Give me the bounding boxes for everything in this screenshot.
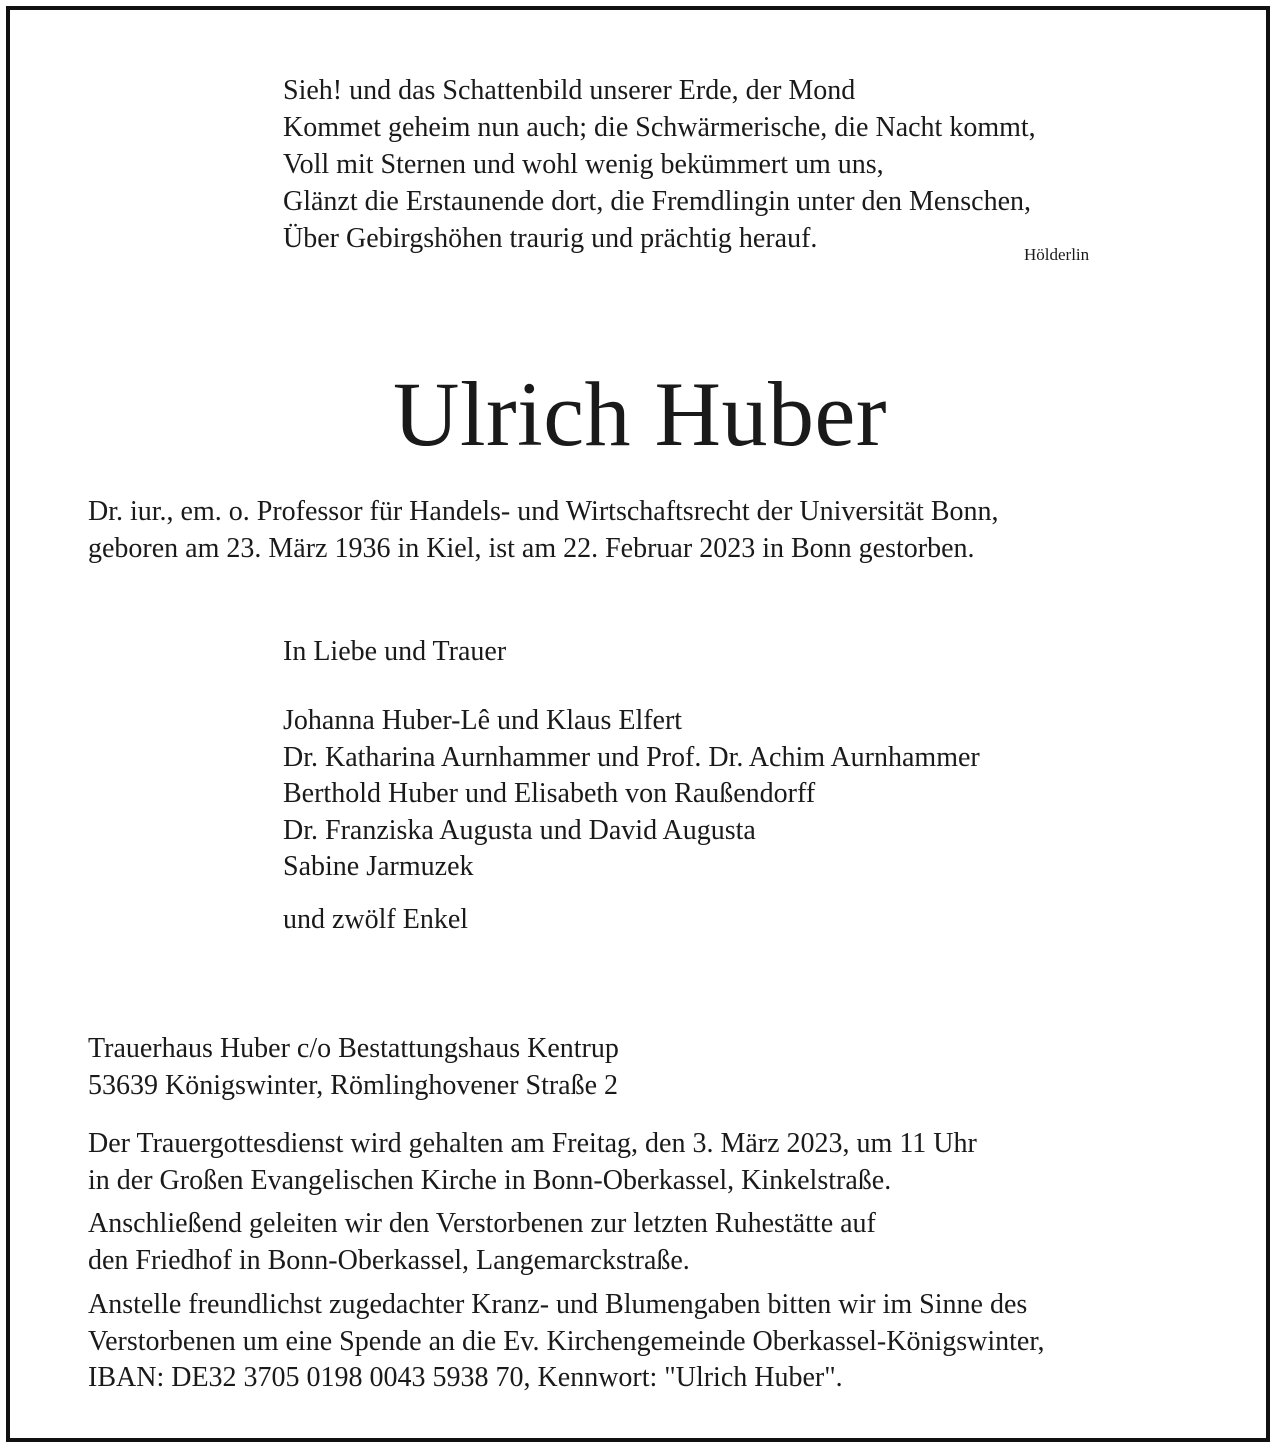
donation-paragraph (88, 1287, 1045, 1397)
paragraph-line: Anstelle freundlichst zugedachter Kranz- und Blumengaben bitten wir im Sinne des (88, 1289, 1028, 1320)
poem-line: Über Gebirgshöhen traurig und prächtig herauf. (283, 223, 818, 254)
mourning-house-address (88, 1030, 619, 1104)
address-line: 53639 Königswinter, Römlinghovener Straße 2 (88, 1070, 619, 1101)
mourner: Berthold Huber und Elisabeth von Raußendorff (283, 778, 816, 809)
poem-line: Voll mit Sternen und wohl wenig bekümmert um uns, (283, 149, 884, 180)
funeral-service-paragraph (88, 1126, 977, 1199)
deceased-bio (88, 493, 999, 567)
mourner: Dr. Katharina Aurnhammer und Prof. Dr. Achim Aurnhammer (283, 741, 980, 773)
poem-line: Kommet geheim nun auch; die Schwärmerische, die Nacht kommt, (283, 112, 1036, 143)
poem (283, 72, 1036, 257)
mourning-heading: In Liebe und Trauer (283, 636, 507, 667)
paragraph-line: Verstorbenen um eine Spende an die Ev. Kirchengemeinde Oberkassel-Königswinter, (88, 1325, 1045, 1357)
grandchildren-note: und zwölf Enkel (283, 904, 469, 935)
mourner: Sabine Jarmuzek (283, 851, 474, 882)
address-line: Trauerhaus Huber c/o Bestattungshaus Kentrup (88, 1033, 619, 1064)
deceased-name: Ulrich Huber (393, 363, 887, 465)
mourner: Johanna Huber-Lê und Klaus Elfert (283, 705, 683, 736)
mourner: Dr. Franziska Augusta und David Augusta (283, 814, 756, 846)
paragraph-line: Anschließend geleiten wir den Verstorbenen zur letzten Ruhestätte auf (88, 1208, 876, 1239)
paragraph-line: Der Trauergottesdienst wird gehalten am Freitag, den 3. März 2023, um 11 Uhr (88, 1128, 977, 1159)
mourners-list (283, 703, 980, 886)
bio-line: Dr. iur., em. o. Professor für Handels- und Wirtschaftsrecht der Universität Bonn, (88, 496, 999, 527)
paragraph-line: IBAN: DE32 3705 0198 0043 5938 70, Kennwort: "Ulrich Huber". (88, 1362, 843, 1393)
poem-line: Glänzt die Erstaunende dort, die Fremdlingin unter den Menschen, (283, 186, 1032, 217)
paragraph-line: den Friedhof in Bonn-Oberkassel, Langemarckstraße. (88, 1244, 690, 1276)
burial-paragraph (88, 1206, 876, 1279)
bio-line: geboren am 23. März 1936 in Kiel, ist am 22. Februar 2023 in Bonn gestorben. (88, 533, 975, 564)
poem-author: Hölderlin (1024, 245, 1090, 264)
paragraph-line: in der Großen Evangelischen Kirche in Bonn-Oberkassel, Kinkelstraße. (88, 1164, 892, 1196)
poem-line: Sieh! und das Schattenbild unserer Erde, der Mond (283, 75, 856, 106)
